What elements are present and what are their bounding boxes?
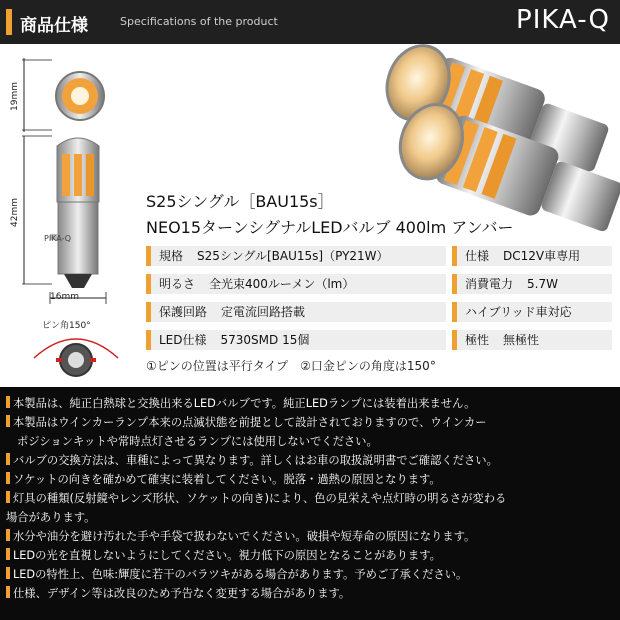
notice-text: 水分や油分を避け汚れた手や手袋で扱わないでください。破損や短寿命の原因になります。 (13, 530, 476, 543)
notice-text: 本製品はウインカーランプ本来の点滅状態を前提として設計されておりますので、ウインカー (13, 416, 487, 429)
spec-label: 保護回路 (159, 305, 208, 319)
spec-label: 規格 (159, 249, 184, 263)
notice-item (6, 547, 441, 565)
bullet-marker (6, 491, 10, 503)
dim-label-height: 42mm (10, 198, 20, 227)
notice-text: バルブの交換方法は、車種によって異なります。詳しくはお車の取扱説明書でご確認ください。 (13, 454, 498, 467)
spec-value: 5730SMD 15個 (220, 333, 310, 347)
notice-text: 灯具の種類(反射鏡やレンズ形状、ソケットの向き)により、色の見栄えや点灯時の明るさが変わる (13, 492, 507, 505)
bulb-top-view (22, 56, 112, 134)
spec-value: S25シングル[BAU15s]（PY21W） (197, 249, 389, 263)
spec-row-voltage (452, 246, 612, 266)
spec-row-power (452, 274, 612, 294)
spec-note: ①ピンの位置は平行タイプ ②口金ピンの角度は150° (146, 359, 436, 373)
bullet-marker (6, 415, 10, 427)
base-stamp: PIKA-Q (44, 234, 72, 243)
spec-label: 極性 (465, 333, 490, 347)
spec-value: 無極性 (503, 333, 540, 347)
spec-value: DC12V車専用 (503, 249, 581, 263)
notice-text: LEDの光を直視しないようにしてください。視力低下の原因となることがあります。 (13, 549, 441, 562)
notice-text: ソケットの向きを確かめて確実に装着してください。脱落・過熱の原因となります。 (13, 473, 441, 486)
bullet-marker (6, 472, 10, 484)
header-title: 商品仕様 (20, 16, 88, 36)
notice-item-continued: ポジションキットや常時点灯させるランプには使用しないでください。 (17, 435, 378, 448)
notice-text: LEDの特性上、色味:輝度に若干のバラツキがある場合があります。予めご了承ください。 (13, 568, 468, 581)
notice-item (6, 452, 498, 470)
spec-label: 仕様 (465, 249, 490, 263)
spec-row-brightness (146, 274, 446, 294)
product-title-line2: NEO15ターンシグナルLEDバルブ 400lm アンバー (146, 218, 514, 237)
dim-label-top: 19mm (10, 82, 20, 111)
brand-logo: PIKA-Q (516, 5, 610, 35)
notice-item-continued: 場合があります。 (6, 511, 96, 524)
bullet-marker (6, 586, 10, 598)
bullet-marker (6, 529, 10, 541)
notice-item (6, 566, 467, 584)
spec-value: 全光束400ルーメン（lm） (209, 277, 355, 291)
spec-value: 5.7W (527, 277, 558, 291)
spec-label: LED仕様 (159, 333, 207, 347)
notice-item (6, 490, 506, 508)
dim-label-width: 16mm (50, 292, 79, 302)
notice-item (6, 414, 487, 432)
spec-row-hybrid (452, 302, 612, 322)
header-subtitle: Specifications of the product (120, 15, 278, 28)
spec-label: 消費電力 (465, 277, 514, 291)
product-title-line1: S25シングル［BAU15s］ (146, 192, 334, 211)
product-photo (340, 44, 620, 234)
bullet-marker (6, 567, 10, 579)
pin-angle-diagram (26, 328, 126, 386)
notice-text: 仕様、デザイン等は改良のため予告なく変更する場合があります。 (13, 587, 351, 600)
bulb-side-view (22, 132, 122, 312)
header-accent-bar (6, 9, 12, 35)
spec-row-standard (146, 246, 446, 266)
notice-text: 本製品は、純正白熱球と交換出来るLEDバルブです。純正LEDランプには装着出来ません。 (13, 397, 476, 410)
spec-row-protection (146, 302, 446, 322)
notice-item (6, 585, 350, 603)
notice-item (6, 471, 441, 489)
spec-value: 定電流回路搭載 (221, 305, 306, 319)
pin-angle-label: ピン角150° (42, 321, 91, 331)
bullet-marker (6, 396, 10, 408)
bullet-marker (6, 548, 10, 560)
spec-label: 明るさ (159, 277, 196, 291)
spec-row-polarity (452, 330, 612, 350)
spec-label: ハイブリッド車対応 (465, 305, 572, 319)
notice-item (6, 528, 475, 546)
spec-row-led (146, 330, 446, 350)
bullet-marker (6, 453, 10, 465)
notice-item (6, 395, 475, 413)
